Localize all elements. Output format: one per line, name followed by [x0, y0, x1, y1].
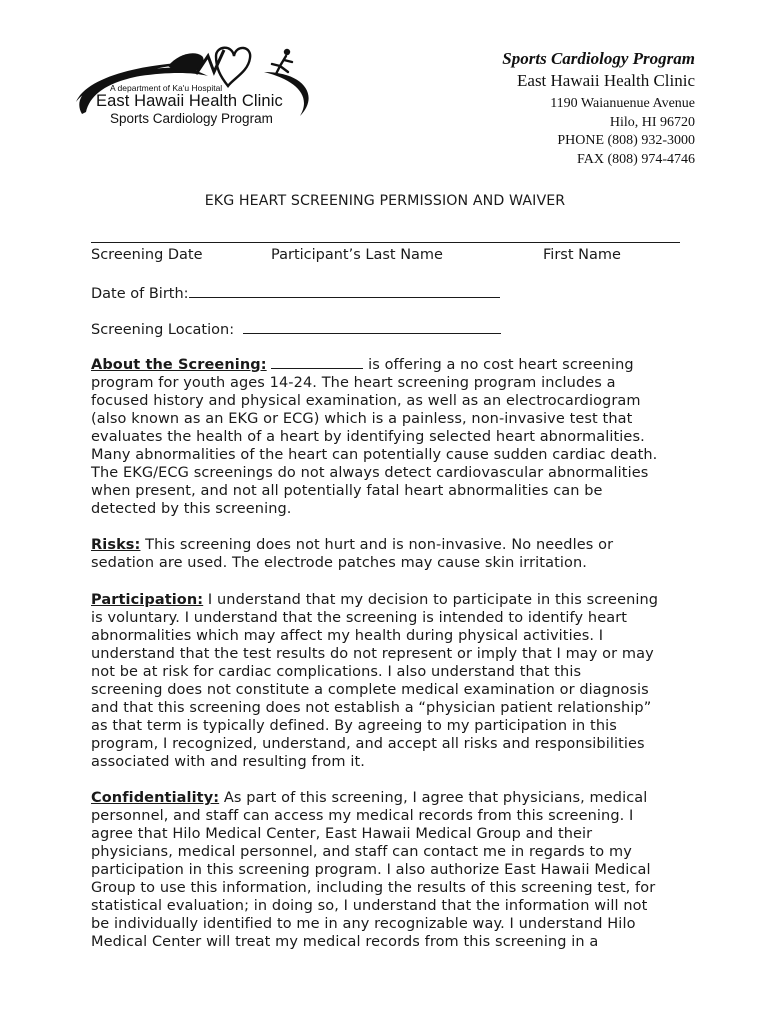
address-fax: FAX (808) 974-4746: [577, 151, 695, 167]
dob-blank[interactable]: [189, 283, 500, 298]
logo-subtitle: A department of Ka'u Hospital: [110, 83, 223, 93]
address-program: Sports Cardiology Program: [502, 49, 695, 68]
location-row: [91, 319, 501, 338]
screening-date-label: Screening Date: [91, 247, 203, 263]
address-block: [502, 48, 695, 169]
address-clinic: East Hawaii Health Clinic: [517, 71, 695, 90]
confidentiality-heading: Confidentiality:: [91, 789, 220, 806]
logo-clinic-name: East Hawaii Health Clinic: [96, 92, 283, 110]
about-section: About the Screening: is offering a no cost heart screening program for youth ages 14-24. The heart screening program includes a focused history and physical examination, as well as an electrocardiogram (also known as an EKG or ECG) which is a painless, non-invasive test that evaluates the health of a heart by identifying selected heart abnormalities. Many abnormalities of the heart can potentially cause sudden cardiac death. The EKG/ECG screenings do not always detect cardiovascular abnormalities when present, and not all potentially fatal heart abnormalities can be detected by this screening.: [91, 357, 658, 518]
confidentiality-section: Confidentiality: As part of this screening, I agree that physicians, medical personnel, and staff can access my medical records from this screening. I agree that Hilo Medical Center, East Hawaii Medical Group and their physicians, medical personnel, and staff can contact me in regards to my participation in this screening program. I also authorize East Hawaii Medical Group to use this information, including the results of this screening test, for statistical evaluation; in doing so, I understand that the information will not be individually identified to me in any recognizable way. I understand Hilo Medical Center will treat my medical records from this screening in a: [91, 789, 656, 951]
address-city: Hilo, HI 96720: [609, 114, 695, 130]
dob-label: Date of Birth:: [91, 286, 189, 302]
dob-row: [91, 283, 500, 302]
participation-heading: Participation:: [91, 591, 204, 608]
first-name-label: First Name: [543, 247, 621, 263]
logo-program-name: Sports Cardiology Program: [110, 111, 273, 126]
clinic-logo: [68, 42, 318, 132]
organization-blank[interactable]: [271, 355, 363, 369]
about-heading: About the Screening:: [91, 357, 267, 373]
waiver-body: [91, 355, 691, 969]
participant-info-line[interactable]: [91, 242, 680, 243]
risks-heading: Risks:: [91, 537, 141, 554]
address-phone: PHONE (808) 932-3000: [557, 133, 695, 148]
document-title: EKG HEART SCREENING PERMISSION AND WAIVER: [204, 193, 566, 209]
address-street: 1190 Waianuenue Avenue: [550, 96, 695, 111]
last-name-label: Participant’s Last Name: [271, 247, 443, 263]
participation-section: Participation: I understand that my decision to participate in this screening is voluntary. I understand that the screening is intended to identify heart abnormalities which may affect my health during physical activities. I understand that the test results do not represent or imply that I may or may not be at risk for cardiac complications. I also understand that this screening does not constitute a complete medical examination or diagnosis and that this screening does not establish a “physician patient relationship” as that term is typically defined. By agreeing to my participation in this program, I recognized, understand, and accept all risks and responsibilities associated with and resulting from it.: [91, 591, 659, 770]
location-blank[interactable]: [243, 319, 501, 334]
risks-section: Risks: This screening does not hurt and is non-invasive. No needles or sedation are used. The electrode patches may cause skin irritation.: [91, 537, 614, 572]
location-label: Screening Location:: [91, 322, 235, 338]
